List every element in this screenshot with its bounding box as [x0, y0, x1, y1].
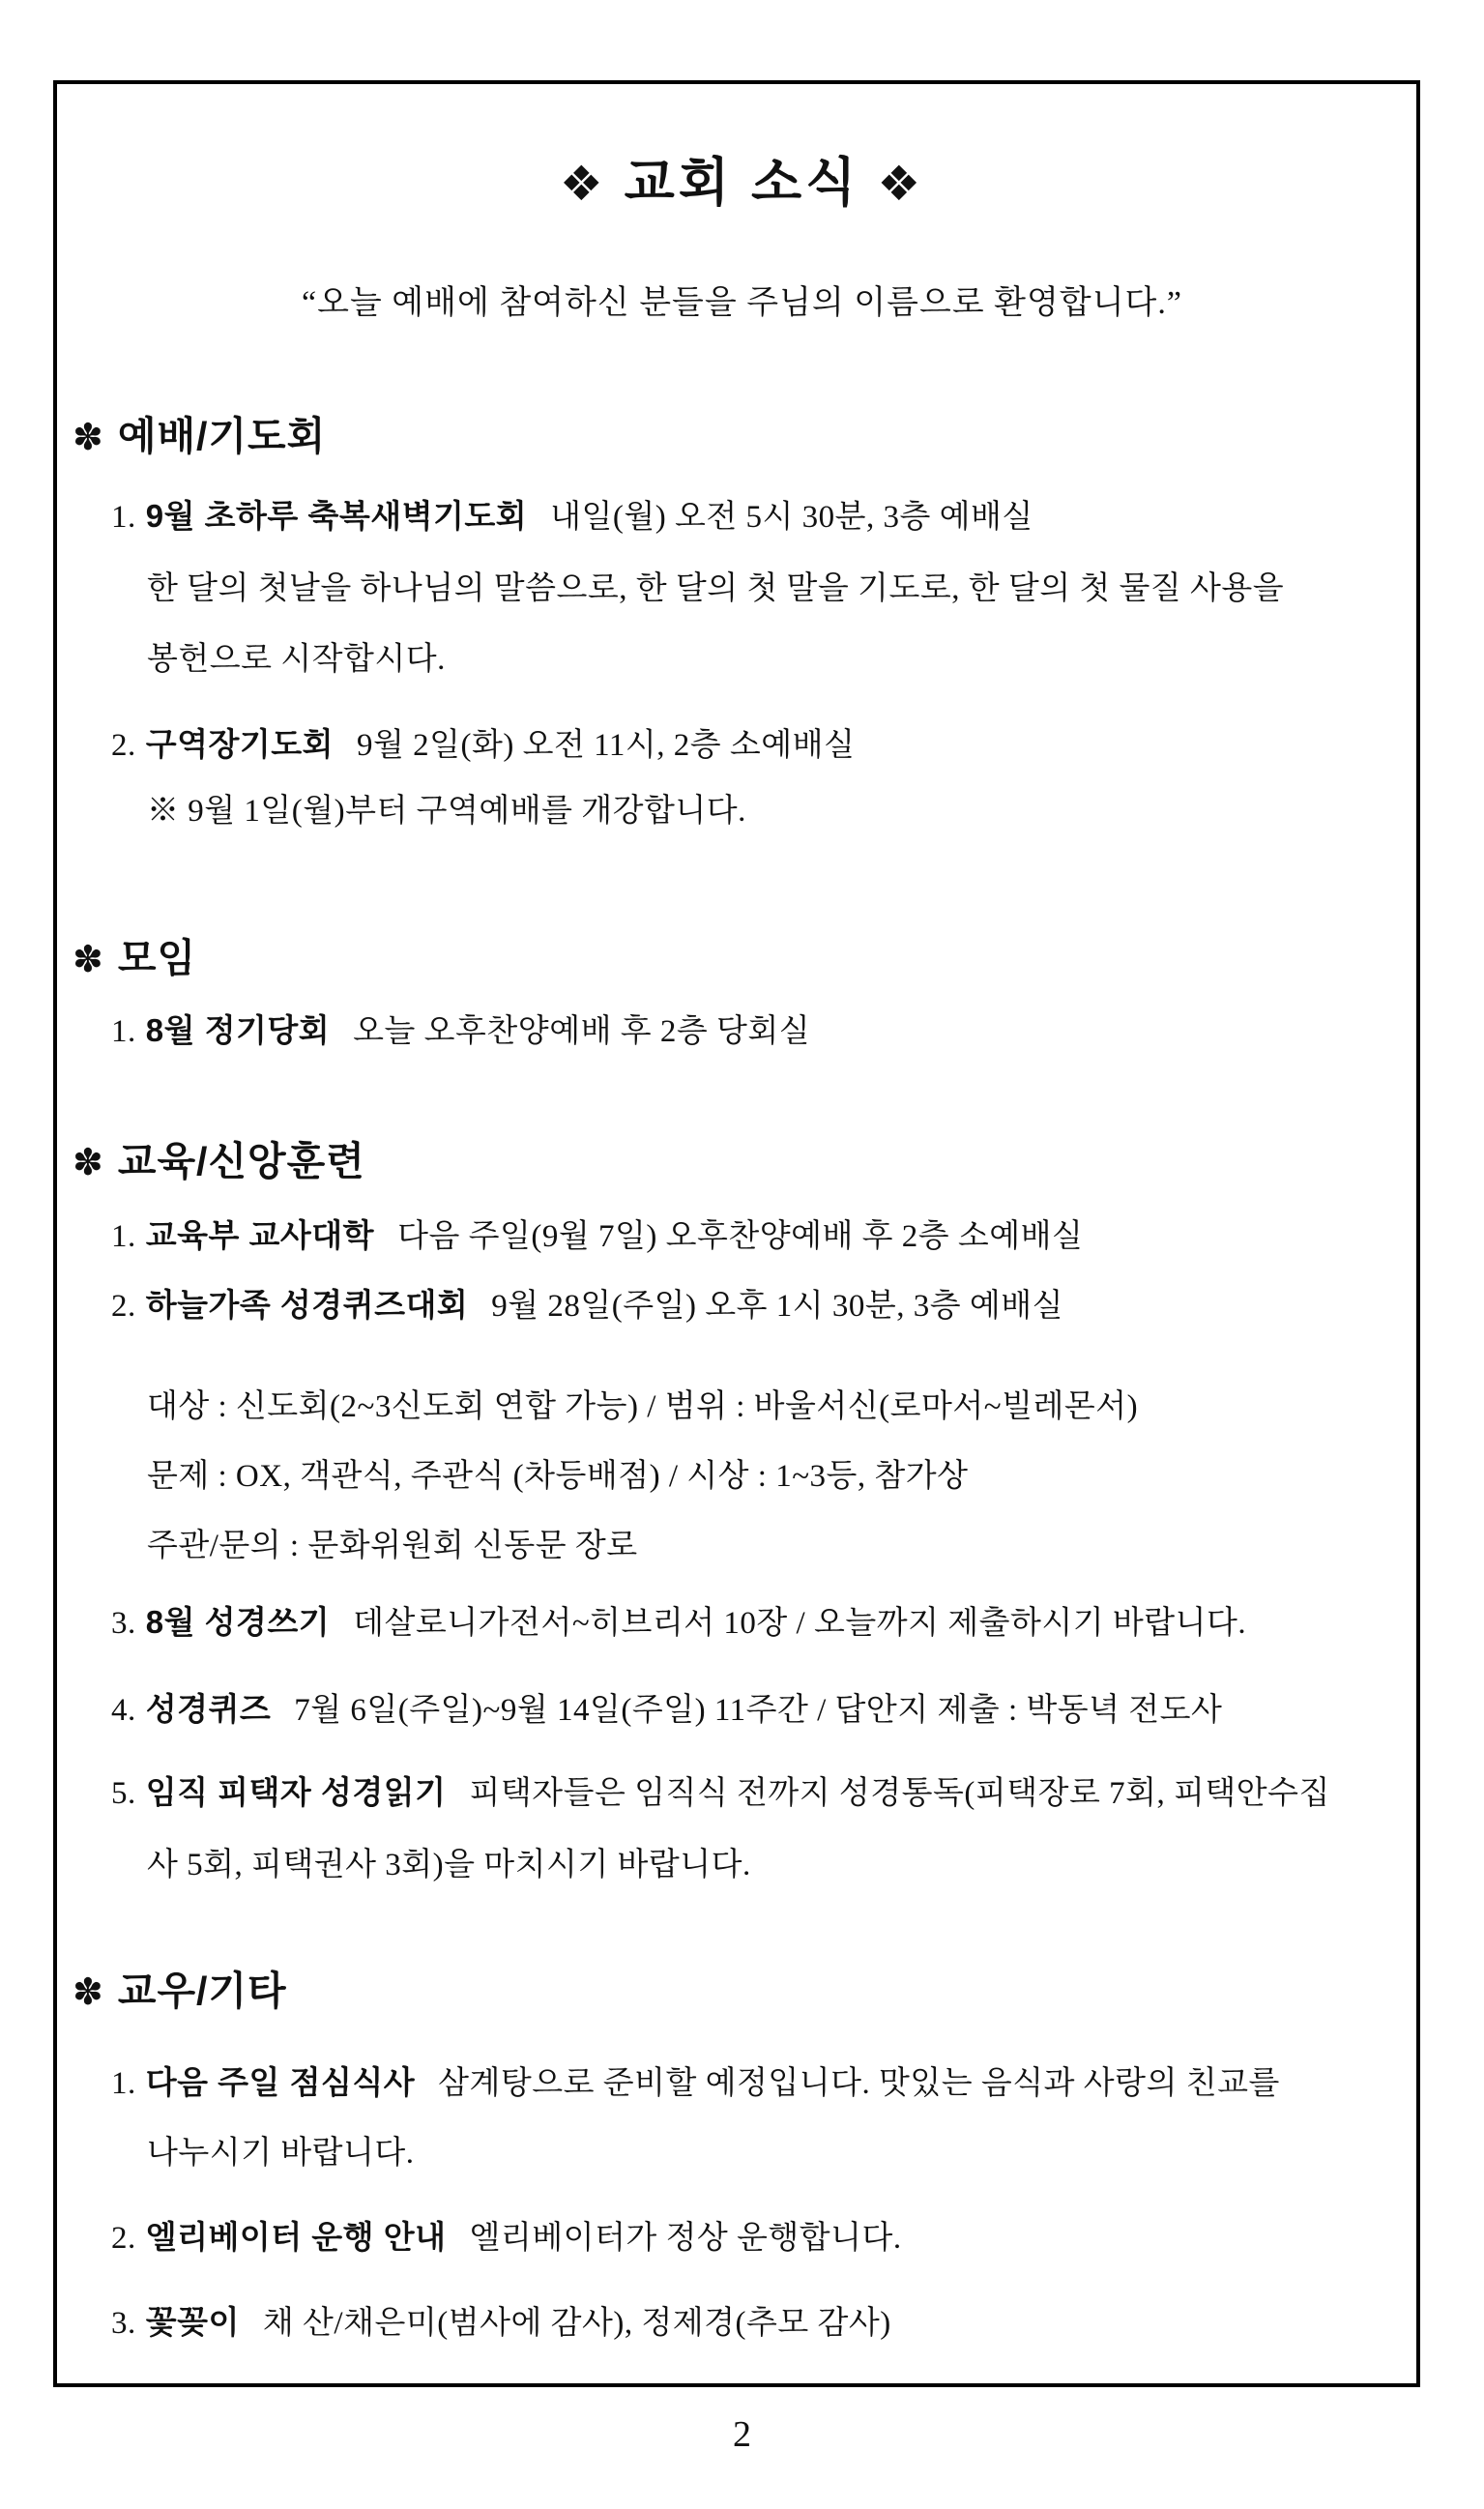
item-continuation: 한 달의 첫날을 하나님의 말씀으로, 한 달의 첫 말을 기도로, 한 달의 첫 물질 사용을	[147, 571, 1285, 606]
item-detail: 엘리베이터가 정상 운행합니다.	[469, 2221, 902, 2256]
item-number: 5.	[111, 1776, 136, 1811]
news-item	[111, 491, 1033, 537]
section-heading-label: 교우/기타	[117, 1969, 287, 2013]
item-title: 교육부 교사대학	[145, 1217, 375, 1253]
section-heading-label: 모임	[117, 936, 197, 980]
page-title	[0, 141, 1484, 216]
item-detail: 채 산/채은미(범사에 감사), 정제경(추모 감사)	[262, 2306, 891, 2341]
item-detail: 데살로니가전서~히브리서 10장 / 오늘까지 제출하시기 바랍니다.	[353, 1606, 1247, 1641]
section-marker-icon: ✽	[73, 418, 104, 458]
item-number: 3.	[111, 1606, 136, 1641]
news-item	[111, 1684, 1222, 1730]
news-item	[111, 2057, 1280, 2103]
section-heading-worship	[73, 404, 326, 461]
news-item	[111, 719, 855, 765]
item-title: 8월 정기당회	[145, 1012, 331, 1048]
item-title: 구역장기도회	[145, 726, 335, 762]
item-detail: 내일(월) 오전 5시 30분, 3층 예배실	[550, 500, 1033, 535]
item-title: 하늘가족 성경퀴즈대회	[145, 1287, 469, 1323]
item-detail: 9월 28일(주일) 오후 1시 30분, 3층 예배실	[491, 1289, 1063, 1324]
item-title: 성경퀴즈	[145, 1691, 272, 1727]
item-title: 꽃꽂이	[145, 2304, 240, 2340]
item-number: 3.	[111, 2306, 136, 2341]
section-heading-meetings	[73, 926, 196, 983]
item-number: 1.	[111, 1014, 136, 1049]
news-item	[111, 1767, 1330, 1813]
item-number: 2.	[111, 1289, 136, 1324]
item-note: ※ 9월 1일(월)부터 구역예배를 개강합니다.	[147, 794, 746, 829]
section-heading-members	[73, 1959, 287, 2016]
item-continuation: 나누시기 바랍니다.	[147, 2136, 415, 2171]
section-heading-label: 교육/신앙훈련	[117, 1139, 365, 1183]
diamond-icon: ❖	[559, 157, 607, 211]
item-continuation: 사 5회, 피택권사 3회)을 마치시기 바랍니다.	[147, 1848, 751, 1882]
section-heading-education	[73, 1129, 365, 1186]
item-number: 4.	[111, 1693, 136, 1728]
item-title: 9월 초하루 축복새벽기도회	[145, 498, 528, 534]
item-continuation: 봉헌으로 시작합시다.	[147, 642, 446, 677]
item-number: 1.	[111, 500, 136, 535]
item-number: 2.	[111, 728, 136, 763]
item-number: 1.	[111, 2066, 136, 2101]
item-detail: 9월 2일(화) 오전 11시, 2층 소예배실	[357, 728, 856, 763]
sub-detail: 주관/문의 : 문화위원회 신동문 장로	[147, 1529, 638, 1563]
item-title: 8월 성경쓰기	[145, 1604, 331, 1640]
welcome-quote: “오늘 예배에 참여하신 분들을 주님의 이름으로 환영합니다.”	[302, 285, 1182, 321]
news-item	[111, 1006, 810, 1051]
news-item	[111, 1597, 1246, 1643]
item-number: 1.	[111, 1219, 136, 1254]
news-item	[111, 2297, 891, 2343]
item-detail: 다음 주일(9월 7일) 오후찬양예배 후 2층 소예배실	[397, 1219, 1084, 1254]
sub-detail: 문제 : OX, 객관식, 주관식 (차등배점) / 시상 : 1~3등, 참가상	[147, 1459, 969, 1494]
section-marker-icon: ✽	[73, 1143, 104, 1183]
item-detail: 7월 6일(주일)~9월 14일(주일) 11주간 / 답안지 제출 : 박동녁 전도사	[294, 1693, 1223, 1728]
section-heading-label: 예배/기도회	[117, 414, 327, 458]
diamond-icon: ❖	[877, 157, 925, 211]
section-marker-icon: ✽	[73, 1972, 104, 2013]
news-item	[111, 2212, 902, 2258]
section-marker-icon: ✽	[73, 940, 104, 980]
item-detail: 피택자들은 임직식 전까지 성경통독(피택장로 7회, 피택안수집	[469, 1776, 1330, 1811]
news-item	[111, 1280, 1063, 1326]
item-title: 엘리베이터 운행 안내	[145, 2219, 447, 2255]
item-detail: 오늘 오후찬양예배 후 2층 당회실	[353, 1014, 811, 1049]
item-title: 임직 피택자 성경읽기	[145, 1774, 447, 1810]
item-number: 2.	[111, 2221, 136, 2256]
item-title: 다음 주일 점심식사	[145, 2064, 416, 2100]
page-title-text: 교회 소식	[624, 154, 860, 212]
news-item	[111, 1211, 1083, 1256]
item-detail: 삼계탕으로 준비할 예정입니다. 맛있는 음식과 사랑의 친교를	[438, 2066, 1280, 2101]
sub-detail: 대상 : 신도회(2~3신도회 연합 가능) / 범위 : 바울서신(로마서~빌레몬서)	[147, 1389, 1139, 1424]
page-number: 2	[733, 2414, 751, 2455]
